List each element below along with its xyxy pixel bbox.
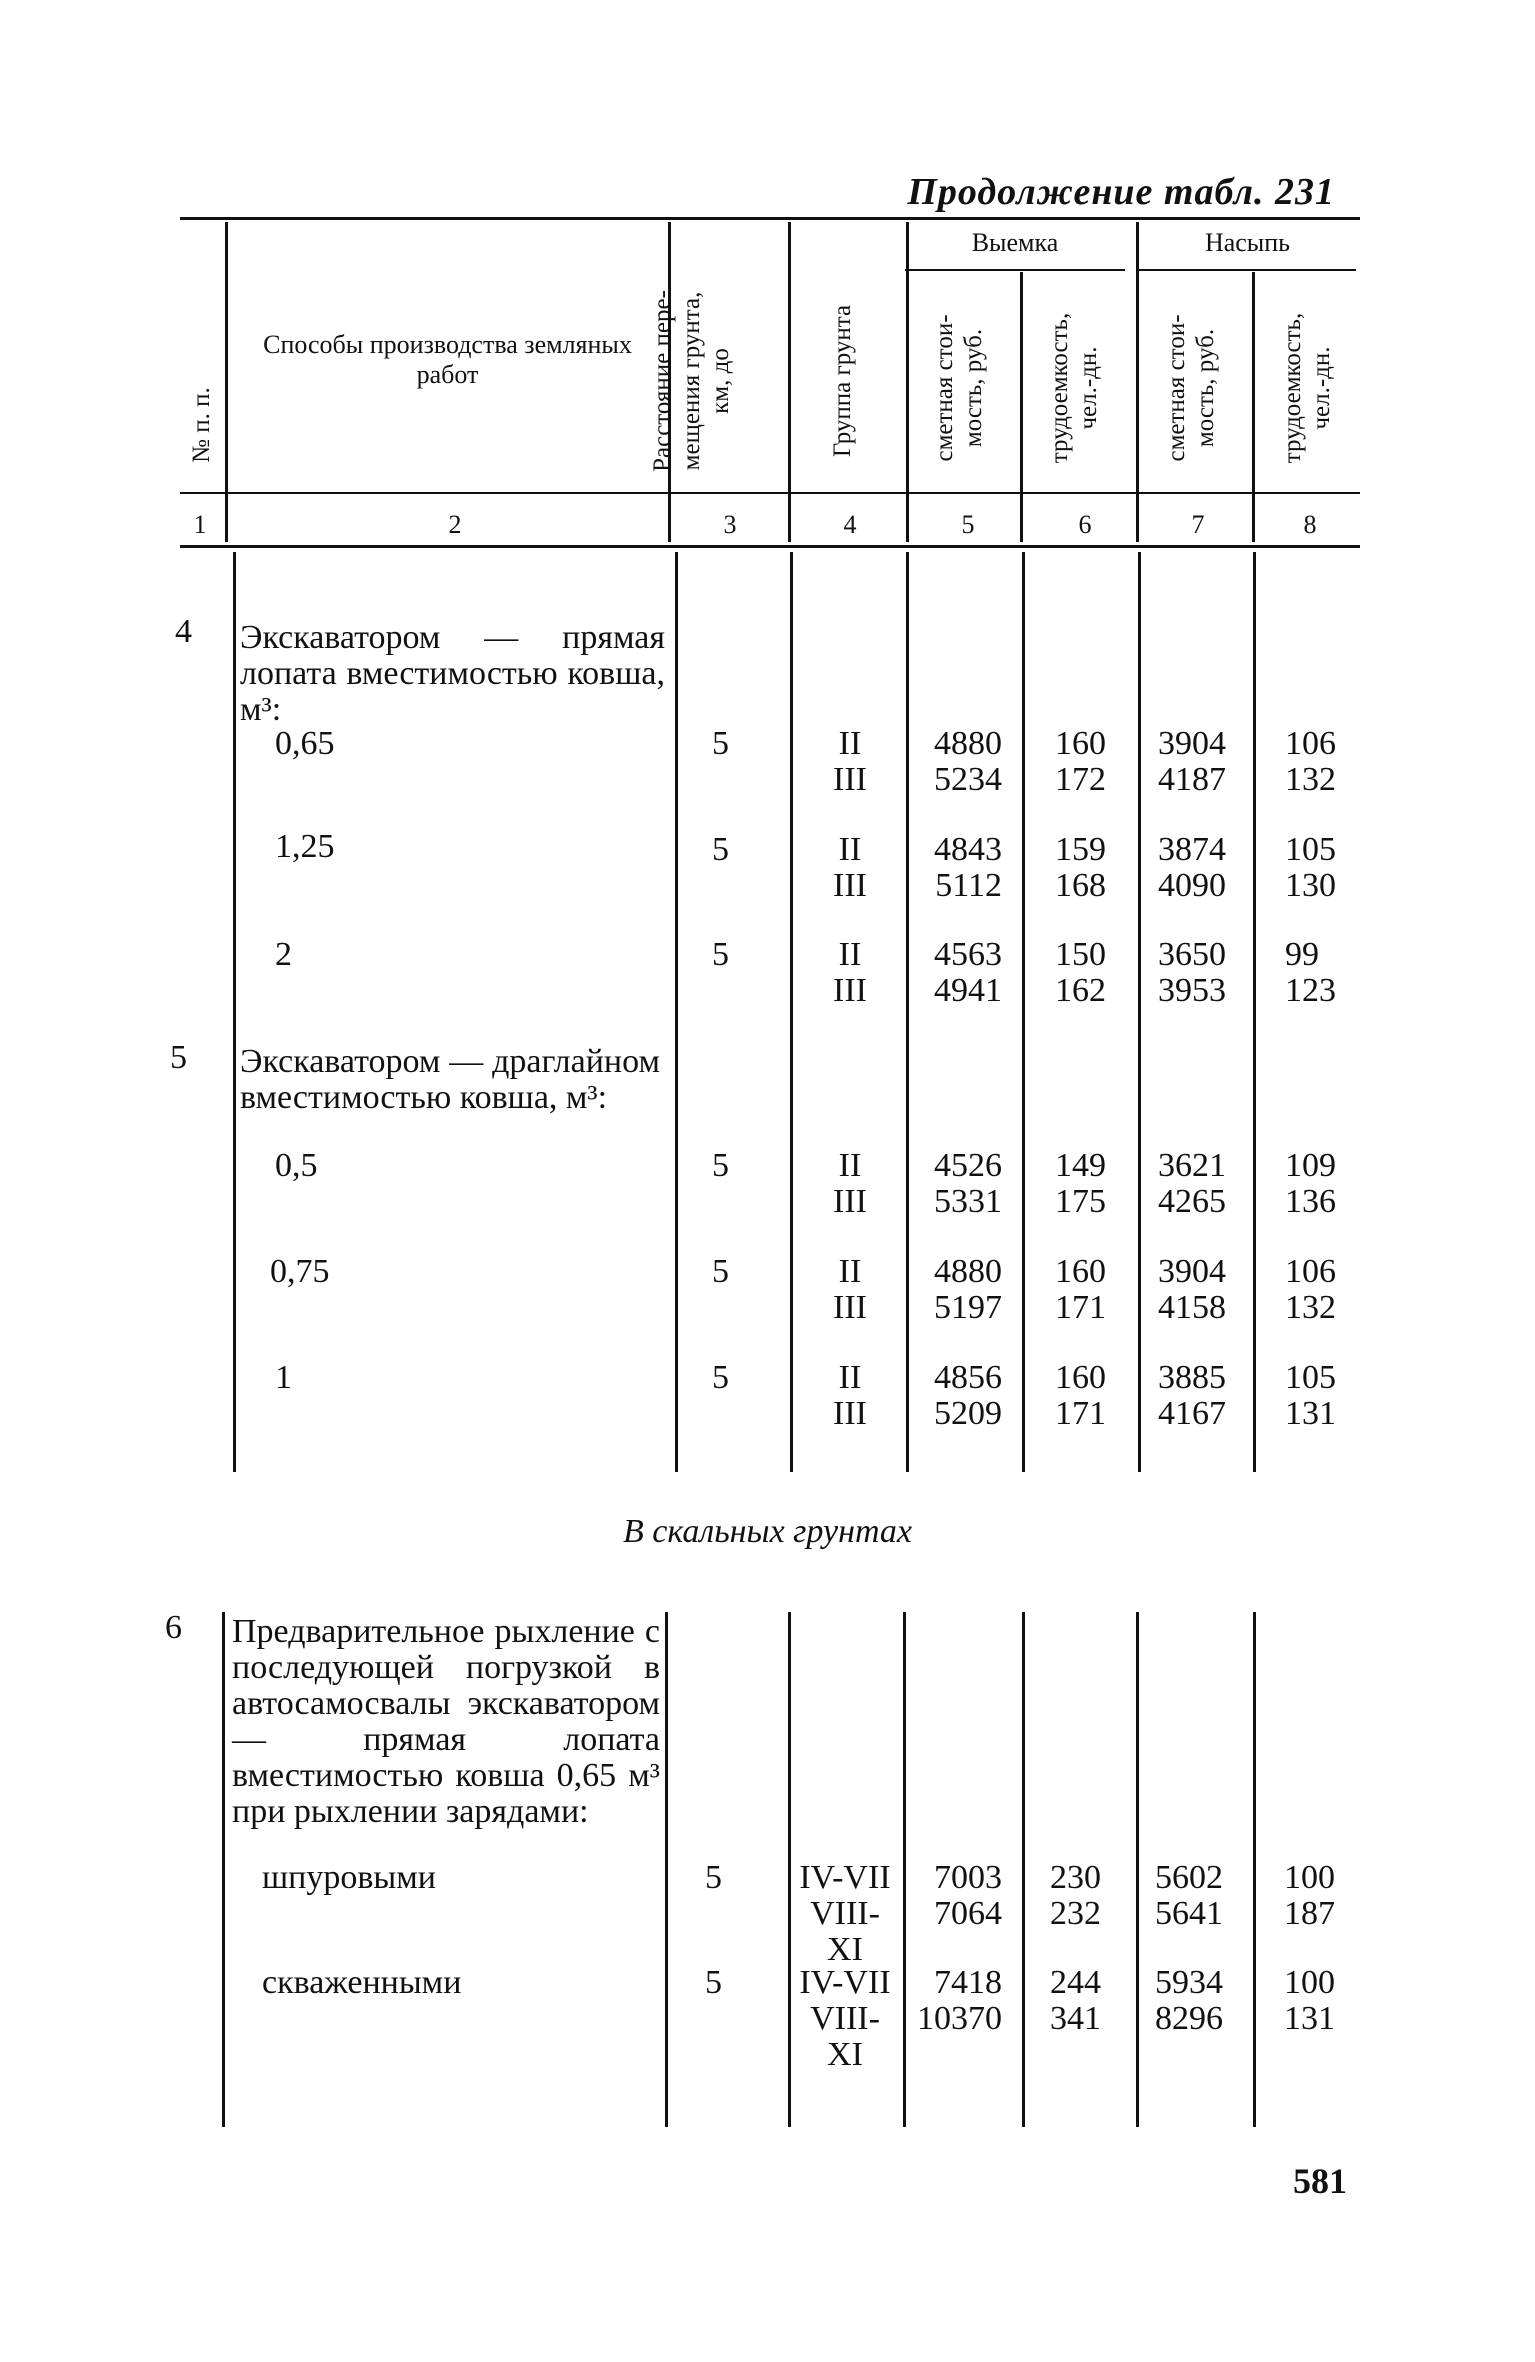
column-number: 3 [723,510,737,539]
group-rule-excavation [905,269,1125,271]
body-divider [790,552,793,1472]
header-col-cost-line: мость, руб. [1192,328,1219,448]
item-group: II III [833,1359,867,1432]
column-number: 7 [1191,510,1205,539]
item-group: II III [833,831,867,904]
header-col-distance-line: км, до [707,348,734,414]
header-col-distance-line: мещения грунта, [678,291,705,471]
item-group: II III [833,725,867,798]
column-number: 8 [1303,510,1317,539]
row-number: 5 [170,1039,187,1076]
item-labor-excavation: 160 171 [1055,1253,1106,1326]
item-label: 2 [275,936,292,973]
header-col-labor-fill [1278,298,1338,478]
body-divider [1253,552,1256,1472]
item-labor-excavation: 230 232 [1050,1859,1101,1932]
column-number: 1 [193,510,207,539]
body-divider [1138,552,1141,1472]
header-group-fill: Насыпь [1204,228,1291,257]
item-distance: 5 [712,936,729,973]
body-divider [1022,1612,1025,2127]
body-divider [675,552,678,1472]
row-description: Экскаватором — прямая лопата вместимостью ковша, м³: [240,619,665,728]
header-col-cost-line: мость, руб. [960,328,987,448]
row-description: Предварительное рыхление с последующей погрузкой в автосамосвалы экскаватором — прямая лопата вместимостью ковша 0,65 м³ при рыхлении зарядами: [232,1613,660,1830]
item-distance: 5 [712,831,729,868]
row-description: Экскаватором — драглайном вместимостью ковша, м³: [240,1043,660,1116]
item-label: скваженными [262,1964,462,2001]
body-divider [906,552,909,1472]
item-distance: 5 [705,1859,722,1896]
item-cost-fill: 3874 4090 [1158,831,1226,904]
header-col-labor-line: трудоемкость, [1279,312,1306,464]
row-number: 4 [175,613,192,650]
header-divider [225,222,228,542]
header-col-labor-line: трудоемкость, [1046,312,1073,464]
item-cost-excavation: 7418 10370 [917,1964,1002,2037]
item-cost-excavation: 4880 5197 [934,1253,1002,1326]
item-labor-excavation: 160 171 [1055,1359,1106,1432]
item-labor-excavation: 160 172 [1055,725,1106,798]
item-label: 1,25 [275,828,335,865]
group-rule-fill [1138,269,1356,271]
item-labor-fill: 105 131 [1285,1359,1336,1432]
item-group: II III [833,1253,867,1326]
item-label: шпуровыми [262,1859,436,1896]
item-labor-fill: 106 132 [1285,1253,1336,1326]
item-cost-fill: 3904 4158 [1158,1253,1226,1326]
item-group: IV-VII VIII- XI [799,1964,891,2073]
item-distance: 5 [705,1964,722,2001]
item-cost-excavation: 4526 5331 [934,1147,1002,1220]
header-group-excavation: Выемка [971,228,1059,257]
item-group: IV-VII VIII- XI [799,1859,891,1968]
item-labor-excavation: 150 162 [1055,936,1106,1009]
item-label: 0,75 [270,1253,330,1290]
header-col-labor-line: чел.-дн. [1308,346,1335,430]
header-divider [906,222,909,542]
item-labor-fill: 99 123 [1285,936,1336,1009]
item-labor-excavation: 159 168 [1055,831,1106,904]
item-distance: 5 [712,1253,729,1290]
item-labor-fill: 109 136 [1285,1147,1336,1220]
section-title: В скальных грунтах [622,1513,913,1550]
item-cost-fill: 3650 3953 [1158,936,1226,1009]
item-group: II III [833,936,867,1009]
header-divider [1252,272,1255,542]
item-cost-fill: 3904 4187 [1158,725,1226,798]
header-top-rule [180,217,1360,220]
header-col-cost-excavation [930,298,990,478]
header-divider [1020,272,1023,542]
body-divider [1136,1612,1139,2127]
item-cost-excavation: 4563 4941 [934,936,1002,1009]
item-cost-excavation: 4880 5234 [934,725,1002,798]
item-labor-fill: 100 131 [1284,1964,1335,2037]
item-label: 1 [275,1359,292,1396]
header-col-distance [648,266,738,496]
header-col-cost-fill [1162,298,1222,478]
header-col-labor-excavation [1045,298,1105,478]
header-divider [1136,222,1139,542]
header-col-no: № п. п. [188,387,215,463]
item-cost-fill: 3885 4167 [1158,1359,1226,1432]
item-labor-fill: 100 187 [1284,1859,1335,1932]
column-number: 6 [1078,510,1092,539]
item-cost-fill: 3621 4265 [1158,1147,1226,1220]
row-number: 6 [165,1609,182,1646]
item-distance: 5 [712,1147,729,1184]
item-label: 0,5 [275,1147,318,1184]
header-bottom-rule [180,492,1360,494]
page-number: 581 [1293,2161,1347,2201]
body-divider [665,1612,668,2127]
body-divider [1253,1612,1256,2127]
column-number: 4 [843,510,857,539]
item-cost-excavation: 4856 5209 [934,1359,1002,1432]
item-cost-excavation: 7003 7064 [934,1859,1002,1932]
header-col-cost-line: сметная стои- [1163,314,1190,462]
column-number: 2 [448,510,462,539]
item-labor-fill: 105 130 [1285,831,1336,904]
header-col-group: Группа грунта [829,304,856,458]
body-divider [1022,552,1025,1472]
header-col-cost-line: сметная стои- [931,314,958,462]
column-number: 5 [961,510,975,539]
header-divider [788,222,791,542]
numbers-bottom-rule [180,545,1360,548]
header-col-method: Способы производства земляных работ [263,330,632,389]
item-cost-fill: 5934 8296 [1155,1964,1223,2037]
item-labor-excavation: 244 341 [1050,1964,1101,2037]
body-divider [233,552,236,1472]
item-cost-excavation: 4843 5112 [934,831,1002,904]
item-cost-fill: 5602 5641 [1155,1859,1223,1932]
item-group: II III [833,1147,867,1220]
header-col-labor-line: чел.-дн. [1075,346,1102,430]
item-distance: 5 [712,725,729,762]
header-col-distance-line: Расстояние пере- [649,290,676,472]
item-label: 0,65 [275,725,335,762]
item-distance: 5 [712,1359,729,1396]
item-labor-fill: 106 132 [1285,725,1336,798]
table-caption: Продолжение табл. 231 [907,171,1335,213]
item-labor-excavation: 149 175 [1055,1147,1106,1220]
body-divider [222,1612,225,2127]
